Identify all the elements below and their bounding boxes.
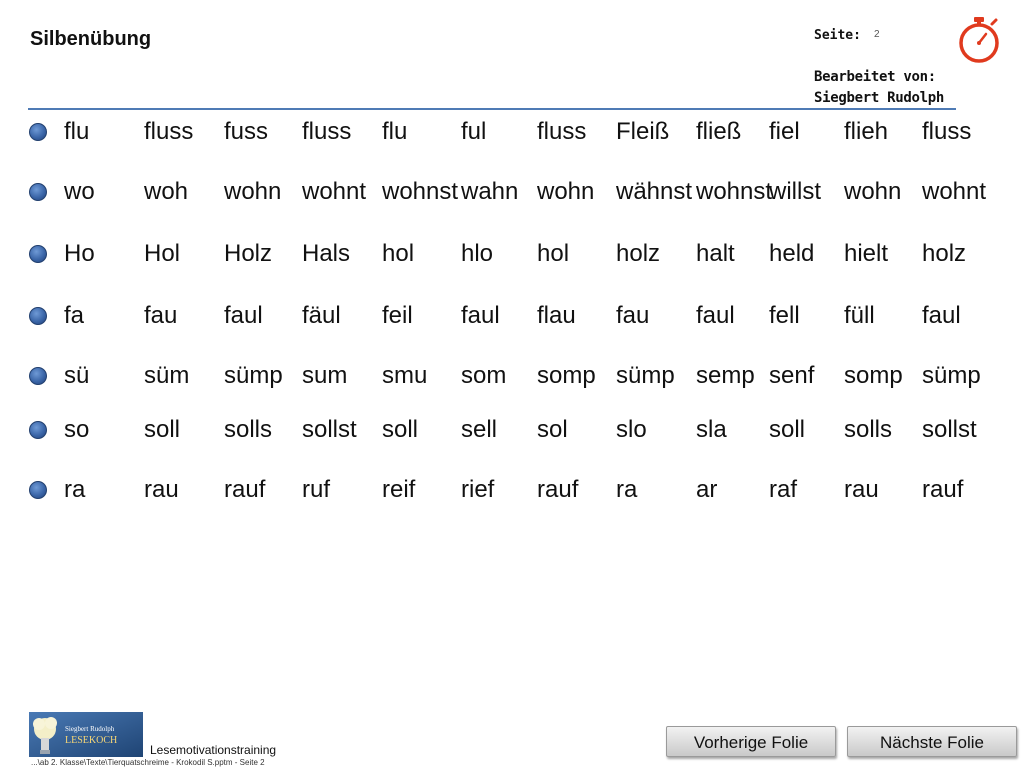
syllable-cell: ra (64, 476, 86, 503)
syllable-cell: wohn (224, 178, 282, 205)
syllable-row (0, 416, 1024, 452)
syllable-cell: reif (382, 476, 416, 503)
syllable-row (0, 240, 1024, 276)
syllable-cell: fließ (696, 118, 742, 145)
syllable-cell: woh (144, 178, 189, 205)
syllable-cell: smu (382, 362, 428, 389)
syllable-cell: raf (769, 476, 798, 503)
header-divider (28, 108, 956, 110)
syllable-cell: fluss (302, 118, 352, 145)
footer-title: Lesemotivationstraining (150, 743, 277, 757)
syllable-row (0, 362, 1024, 398)
syllable-cell: halt (696, 240, 735, 267)
editor-label: Bearbeitet von: (814, 69, 936, 85)
syllable-cell: fuss (224, 118, 269, 145)
syllable-cell: ful (461, 118, 487, 145)
syllable-cell: süm (144, 362, 190, 389)
syllable-cell: Hol (144, 240, 181, 267)
footer-file-path: ...\ab 2. Klasse\Texte\Tierquatschreime - Krokodil S.pptm - Seite 2 (31, 758, 265, 767)
syllable-cell: sümp (616, 362, 675, 389)
syllable-cell: wohnst (382, 178, 459, 205)
syllable-cell: sollst (922, 416, 977, 443)
syllable-cell: rau (144, 476, 179, 503)
syllable-cell: fluss (922, 118, 972, 145)
syllable-cell: slo (616, 416, 647, 443)
logo-line1: Siegbert Rudolph (65, 725, 115, 733)
syllable-cell: rief (461, 476, 495, 503)
syllable-cell: sü (64, 362, 90, 389)
syllable-cell: faul (696, 302, 735, 329)
syllable-cell: rauf (224, 476, 266, 503)
row-bullet-icon (29, 123, 47, 141)
editor-info (814, 67, 944, 109)
syllable-cell: hol (537, 240, 570, 267)
syllable-cell: fiel (769, 118, 800, 145)
syllable-cell: soll (144, 416, 181, 443)
syllable-cell: sell (461, 416, 498, 443)
syllable-cell: fau (144, 302, 178, 329)
syllable-cell: flu (382, 118, 408, 145)
syllable-cell: sümp (224, 362, 283, 389)
syllable-cell: wo (64, 178, 95, 205)
syllable-cell: ra (616, 476, 638, 503)
syllable-cell: wähnst (616, 178, 693, 205)
syllable-row (0, 178, 1024, 214)
syllable-row (0, 476, 1024, 512)
row-bullet-icon (29, 367, 47, 385)
syllable-cell: sümp (922, 362, 981, 389)
syllable-cell: holz (616, 240, 661, 267)
syllable-cell: fluss (537, 118, 587, 145)
syllable-cell: füll (844, 302, 875, 329)
syllable-cell: somp (844, 362, 903, 389)
lesekoch-logo (29, 712, 143, 757)
editor-name: Siegbert Rudolph (814, 90, 945, 106)
syllable-cell: semp (696, 362, 755, 389)
row-bullet-icon (29, 421, 47, 439)
syllable-cell: som (461, 362, 507, 389)
syllable-cell: solls (844, 416, 893, 443)
syllable-cell: senf (769, 362, 815, 389)
syllable-cell: soll (382, 416, 419, 443)
page-label: Seite: (814, 28, 861, 43)
logo-line2: LESEKOCH (65, 735, 118, 746)
syllable-cell: solls (224, 416, 273, 443)
syllable-cell: willst (769, 178, 821, 205)
syllable-cell: wohn (537, 178, 595, 205)
previous-slide-button[interactable]: Vorherige Folie (666, 726, 836, 757)
syllable-cell: Hals (302, 240, 351, 267)
syllable-cell: flu (64, 118, 90, 145)
syllable-cell: sla (696, 416, 727, 443)
syllable-cell: wohnt (302, 178, 367, 205)
syllable-cell: ar (696, 476, 718, 503)
syllable-cell: wohn (844, 178, 902, 205)
syllable-cell: wohnt (922, 178, 987, 205)
syllable-cell: faul (922, 302, 961, 329)
syllable-cell: faul (224, 302, 263, 329)
syllable-cell: fluss (144, 118, 194, 145)
syllable-cell: so (64, 416, 90, 443)
page-number: 2 (874, 29, 880, 40)
syllable-cell: flieh (844, 118, 889, 145)
syllable-cell: fäul (302, 302, 341, 329)
syllable-cell: Ho (64, 240, 95, 267)
syllable-cell: flau (537, 302, 576, 329)
syllable-cell: hol (382, 240, 415, 267)
next-slide-button[interactable]: Nächste Folie (847, 726, 1017, 757)
syllable-cell: soll (769, 416, 806, 443)
page-title: Silbenübung (30, 28, 152, 50)
row-bullet-icon (29, 481, 47, 499)
syllable-cell: ruf (302, 476, 331, 503)
syllable-cell: sollst (302, 416, 357, 443)
row-bullet-icon (29, 183, 47, 201)
syllable-cell: fa (64, 302, 85, 329)
syllable-cell: hlo (461, 240, 494, 267)
syllable-row (0, 302, 1024, 338)
row-bullet-icon (29, 307, 47, 325)
syllable-cell: rauf (922, 476, 964, 503)
syllable-cell: held (769, 240, 815, 267)
syllable-cell: rauf (537, 476, 579, 503)
syllable-cell: sum (302, 362, 348, 389)
syllable-cell: wahn (461, 178, 519, 205)
syllable-row (0, 118, 1024, 154)
syllable-cell: sol (537, 416, 568, 443)
syllable-cell: rau (844, 476, 879, 503)
syllable-cell: somp (537, 362, 596, 389)
syllable-cell: fell (769, 302, 800, 329)
syllable-cell: holz (922, 240, 967, 267)
syllable-cell: feil (382, 302, 413, 329)
syllable-cell: fau (616, 302, 650, 329)
syllable-cell: Fleiß (616, 118, 670, 145)
syllable-cell: Holz (224, 240, 273, 267)
syllable-cell: faul (461, 302, 500, 329)
syllable-cell: wohnst (696, 178, 773, 205)
syllable-cell: hielt (844, 240, 889, 267)
stopwatch-icon[interactable] (955, 16, 1003, 64)
row-bullet-icon (29, 245, 47, 263)
